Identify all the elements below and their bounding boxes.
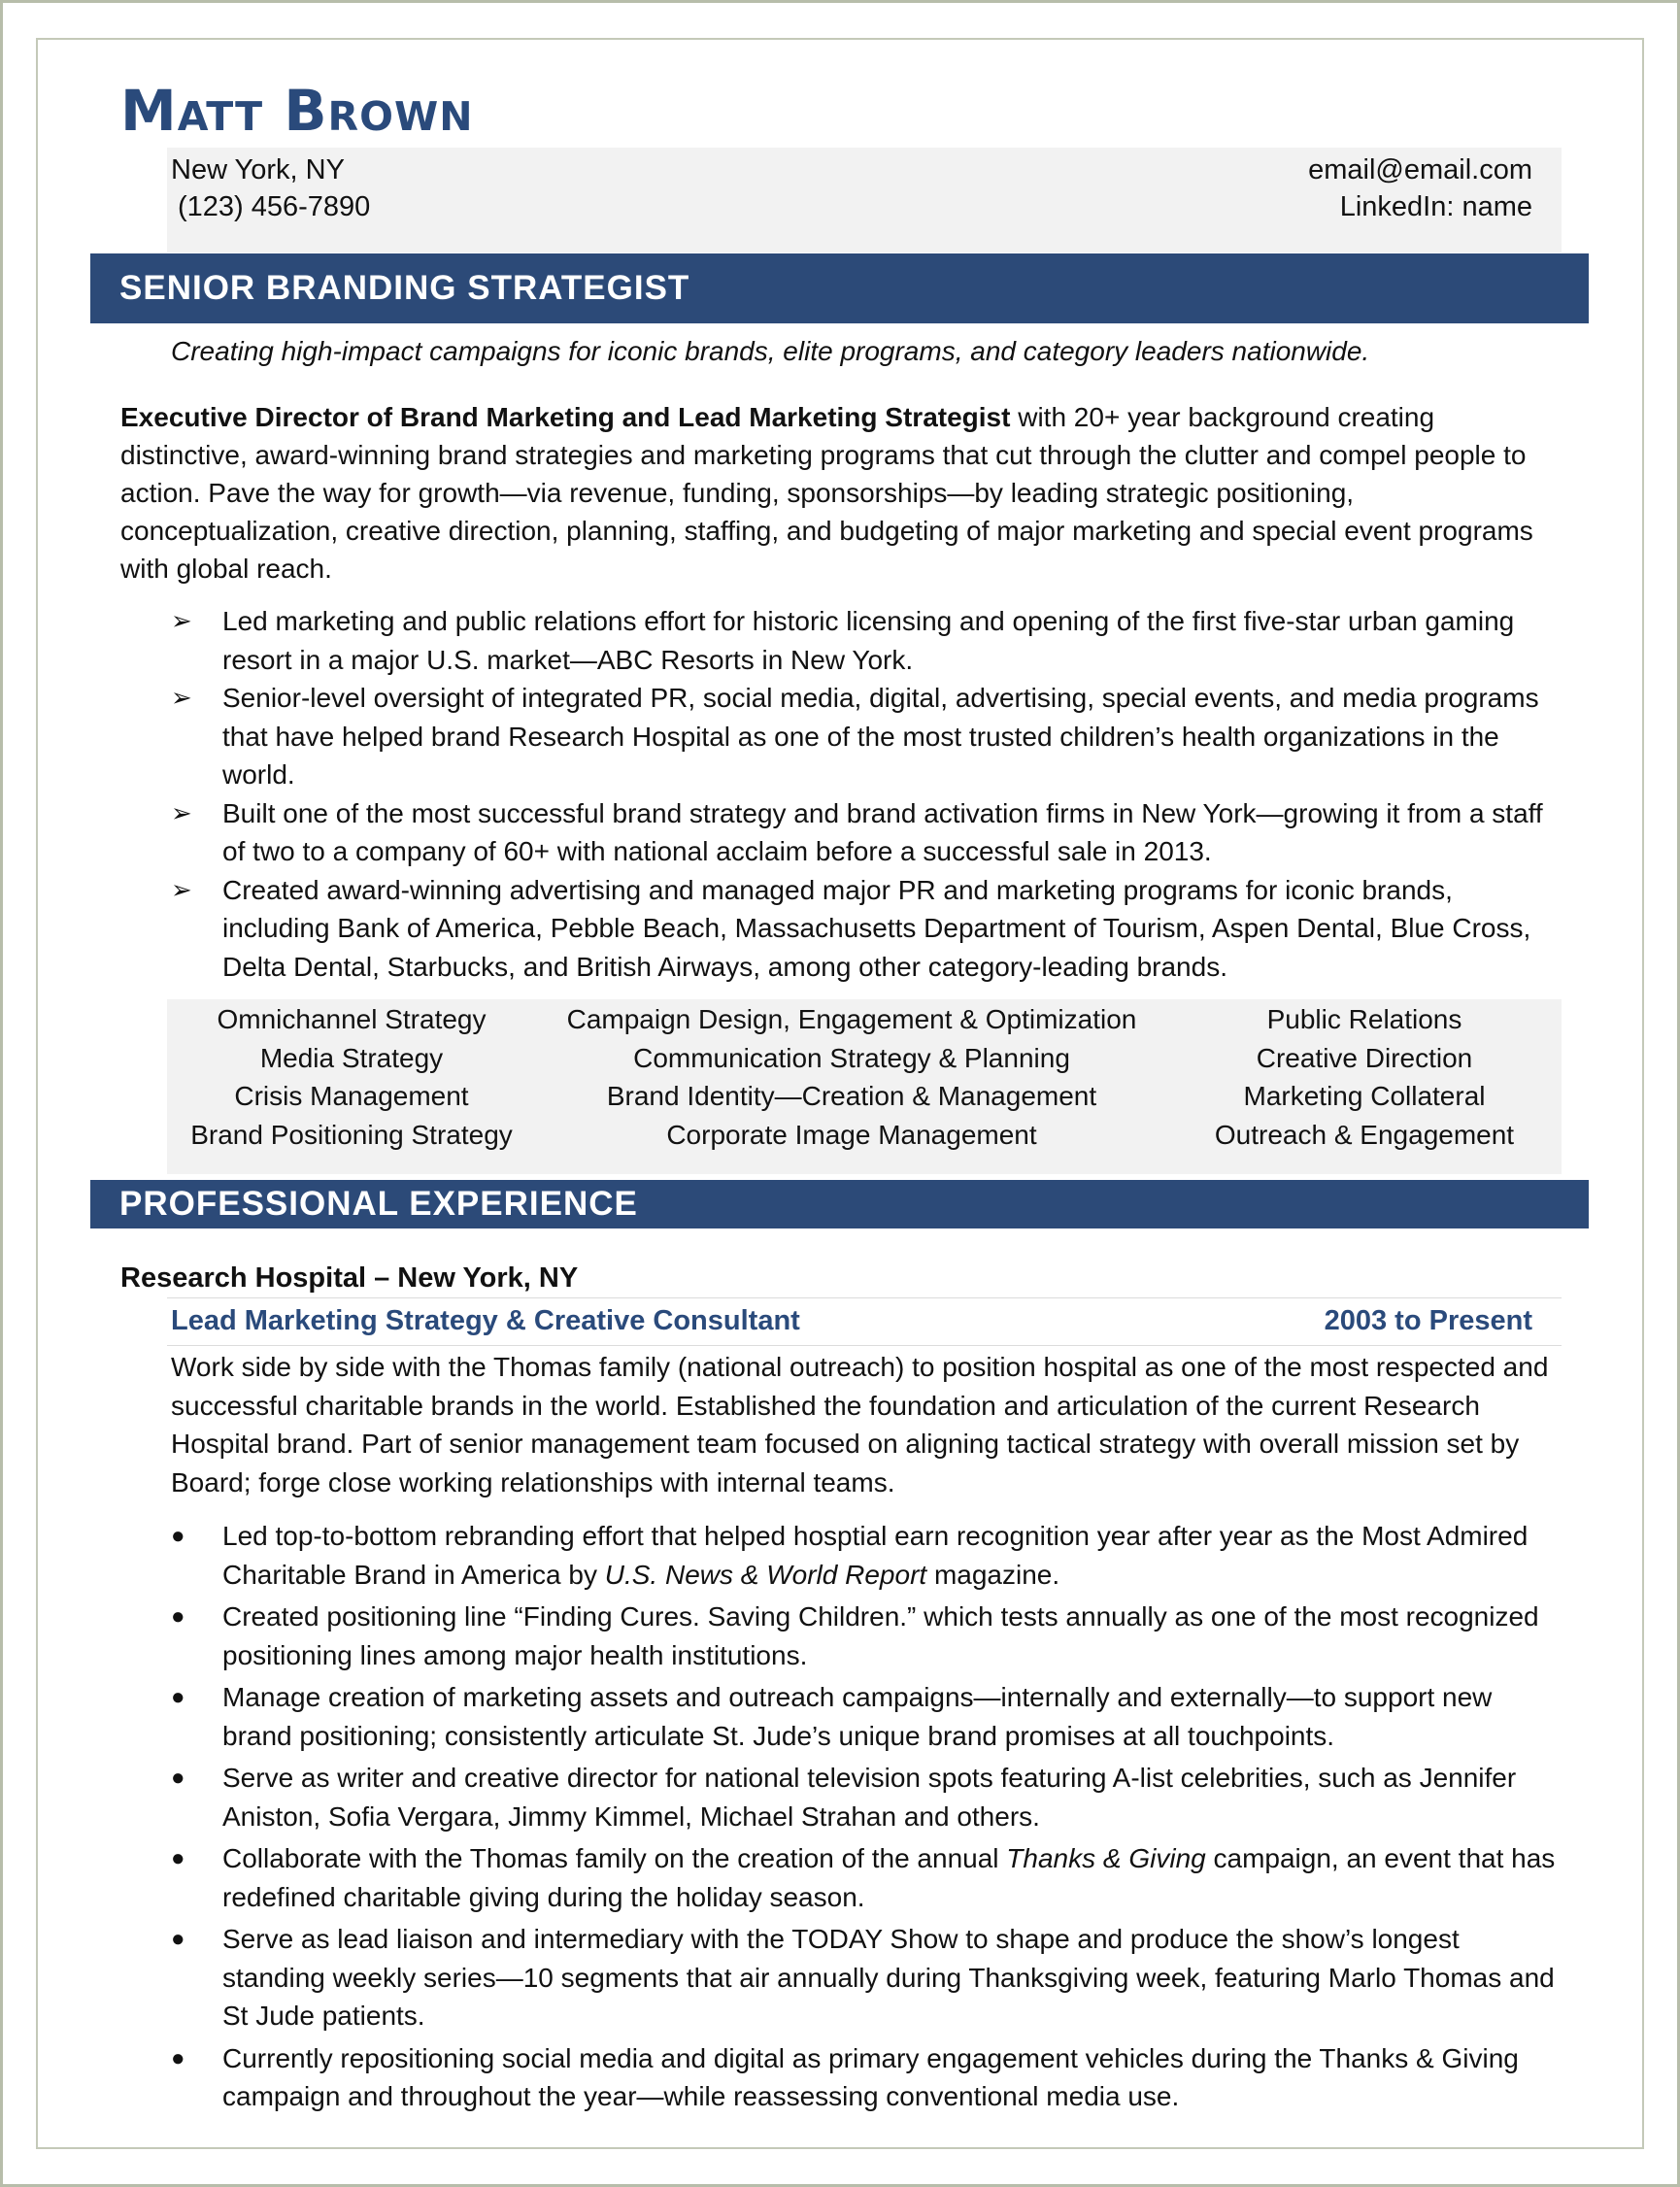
- skills-column-1: [167, 999, 536, 1174]
- skills-column-3: [1167, 999, 1562, 1174]
- bullet-text: Serve as writer and creative director for national television spots featuring A-list celebrities, such as Jennifer Aniston, Sofia Vergara, Jimmy Kimmel, Michael Strahan and others.: [222, 1763, 1517, 1832]
- tagline: Creating high-impact campaigns for iconic brands, elite programs, and category leaders nationwide.: [171, 336, 1370, 366]
- contact-linkedin[interactable]: LinkedIn: name: [1339, 191, 1532, 222]
- bullet-text: Serve as lead liaison and intermediary with the TODAY Show to shape and produce the show’s longest standing weekly series—10 segments that air annually during Thanksgiving week, featuring Marlo Thomas and St Jude patients.: [222, 1924, 1555, 2031]
- bullet-icon: ●: [171, 1926, 185, 1952]
- skill-item: Marketing Collateral: [1243, 1081, 1486, 1111]
- bullet-italic: Thanks & Giving: [1006, 1843, 1206, 1873]
- bullet-icon: ●: [171, 1684, 185, 1710]
- job-role: Lead Marketing Strategy & Creative Consultant: [171, 1305, 800, 1336]
- bullet-icon: ●: [171, 1765, 185, 1791]
- contact-bar: [167, 148, 1562, 252]
- list-item: [171, 1517, 1560, 1594]
- bullet-text: Created positioning line “Finding Cures. Saving Children.” which tests annually as one of the most recognized positioning lines among major health institutions.: [222, 1601, 1539, 1670]
- bullet-icon: ●: [171, 1523, 185, 1549]
- summary-paragraph: [120, 398, 1558, 588]
- list-item: [171, 794, 1560, 871]
- highlight-text: Built one of the most successful brand strategy and brand activation firms in New York—growing it from a staff of two to a company of 60+ with national acclaim before a successful sale in 2013.: [222, 797, 1543, 866]
- highlights-list: [171, 602, 1560, 986]
- experience-band: PROFESSIONAL EXPERIENCE: [90, 1180, 1589, 1228]
- list-item: [171, 679, 1560, 794]
- skill-item: Corporate Image Management: [666, 1119, 1037, 1150]
- list-item: [171, 1920, 1560, 2036]
- bullet-text: Led top-to-bottom rebranding effort that helped hosptial earn recognition year after year as the Most Admired Charitable Brand in America by: [222, 1521, 1529, 1590]
- bullet-text: Currently repositioning social media and digital as primary engagement vehicles during the Thanks & Giving campaign and throughout the year—while reassessing conventional media use.: [222, 2042, 1519, 2111]
- contact-city: New York, NY: [171, 154, 345, 185]
- arrow-bullet-icon: ➢: [171, 797, 192, 827]
- list-item: [171, 871, 1560, 987]
- job-description: Work side by side with the Thomas family (national outreach) to position hospital as one of the most respected and successful charitable brands in the world. Established the foundation and articulation of the current Research Hospital brand. Part of senior management team focused on aligning tactical strategy with overall mission set by Board; forge close working relationships with internal teams.: [171, 1352, 1549, 1497]
- summary-text: with 20+ year background creating distinctive, award-winning brand strategies and marketing programs that cut through the clutter and compel people to action. Pave the way for growth—via revenue, funding, sponsorships—by leading strategic positioning, conceptualization, creative direction, planning, staffing, and budgeting of major marketing and special event programs with global reach.: [120, 402, 1533, 584]
- skills-grid: [167, 999, 1562, 1174]
- list-item: [171, 1678, 1560, 1755]
- employer-heading: Research Hospital – New York, NY: [120, 1262, 579, 1294]
- skill-item: Outreach & Engagement: [1214, 1119, 1515, 1150]
- highlight-text: Created award-winning advertising and managed major PR and marketing programs for iconic brands, including Bank of America, Pebble Beach, Massachusetts Department of Tourism, Aspen Dental, Blue Cross, Delta Dental, Starbucks, and British Airways, among other category-leading brands.: [222, 874, 1531, 982]
- bullet-icon: ●: [171, 1845, 185, 1871]
- skill-item: Media Strategy: [259, 1042, 444, 1073]
- list-item: [171, 2039, 1560, 2116]
- skill-item: Creative Direction: [1256, 1042, 1473, 1073]
- skill-item: Omnichannel Strategy: [217, 1004, 487, 1034]
- skill-item: Brand Positioning Strategy: [190, 1119, 513, 1150]
- contact-phone: (123) 456-7890: [178, 191, 371, 222]
- bullet-text-end: campaign, an event that has redefined charitable giving during the holiday season.: [222, 1843, 1556, 1912]
- summary-lead: Executive Director of Brand Marketing and Lead Marketing Strategist: [120, 402, 1011, 432]
- skills-column-2: [536, 999, 1167, 1174]
- contact-email[interactable]: email@email.com: [1308, 154, 1532, 185]
- list-item: [171, 1598, 1560, 1674]
- list-item: [171, 1759, 1560, 1835]
- bullet-text: Collaborate with the Thomas family on the creation of the annual: [222, 1843, 1007, 1873]
- bullet-italic: U.S. News & World Report: [604, 1559, 927, 1590]
- list-item: [171, 1839, 1560, 1916]
- arrow-bullet-icon: ➢: [171, 606, 192, 635]
- highlight-text: Led marketing and public relations effort for historic licensing and opening of the first five-star urban gaming resort in a major U.S. market—ABC Resorts in New York.: [222, 606, 1515, 675]
- job-dates: 2003 to Present: [1324, 1305, 1532, 1336]
- skill-item: Public Relations: [1266, 1004, 1462, 1034]
- bullet-icon: ●: [171, 2044, 185, 2071]
- bullet-text-end: magazine.: [926, 1559, 1060, 1590]
- title-band: SENIOR BRANDING STRATEGIST: [90, 253, 1589, 323]
- skill-item: Brand Identity—Creation & Management: [606, 1081, 1097, 1111]
- arrow-bullet-icon: ➢: [171, 683, 192, 712]
- candidate-name: Matt Brown: [120, 78, 474, 144]
- bullet-icon: ●: [171, 1603, 185, 1630]
- skill-item: Crisis Management: [234, 1081, 469, 1111]
- bullet-text: Manage creation of marketing assets and outreach campaigns—internally and externally—to support new brand positioning; consistently articulate St. Jude’s unique brand promises at all touchpoints.: [222, 1682, 1493, 1751]
- skill-item: Communication Strategy & Planning: [633, 1042, 1070, 1073]
- achievements-list: [171, 1517, 1560, 2120]
- skill-item: Campaign Design, Engagement & Optimization: [566, 1004, 1137, 1034]
- arrow-bullet-icon: ➢: [171, 874, 192, 904]
- list-item: [171, 602, 1560, 679]
- highlight-text: Senior-level oversight of integrated PR, social media, digital, advertising, special events, and media programs that have helped brand Research Hospital as one of the most trusted children’s health organizations in the world.: [222, 683, 1539, 790]
- role-line: [167, 1297, 1562, 1346]
